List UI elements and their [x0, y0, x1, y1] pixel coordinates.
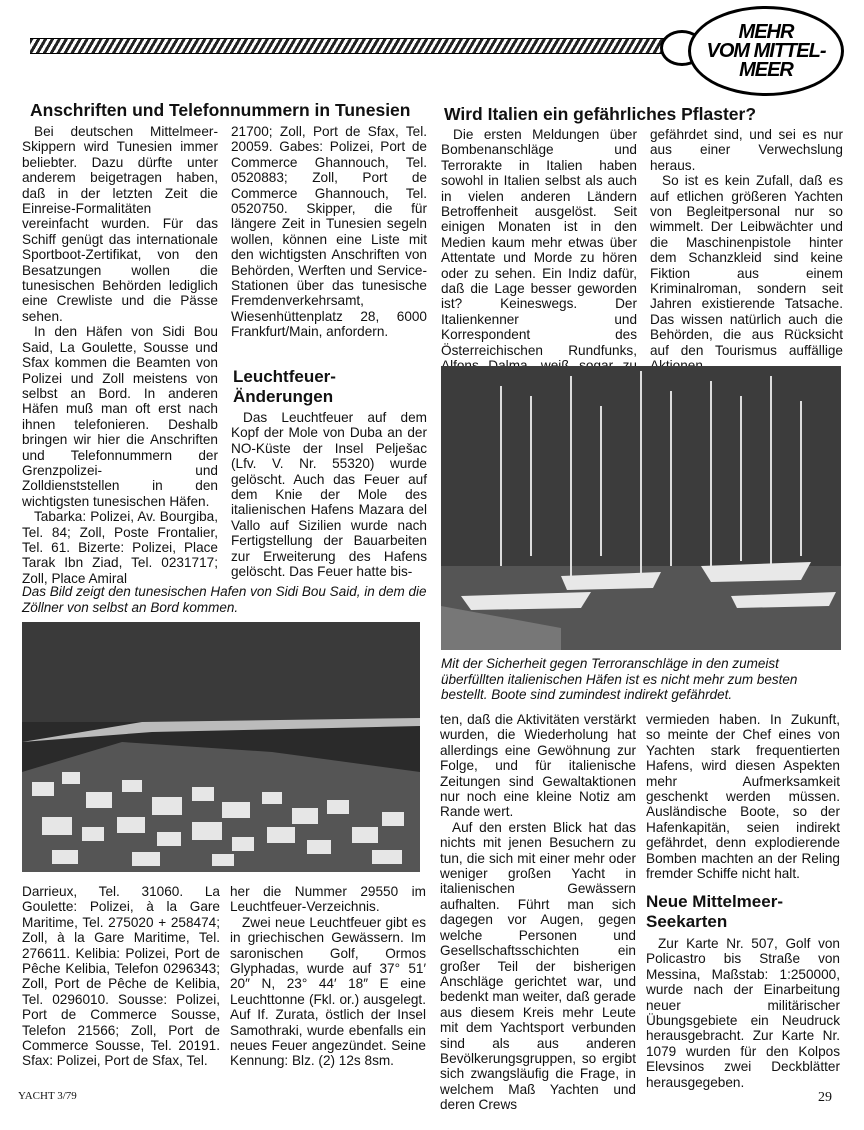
italien-column-2	[650, 127, 843, 374]
tunisia-paragraph: In den Häfen von Sidi Bou Said, La Goulette, Sousse und Sfax kommen die Beamten von Polizei und Zoll meistens von selbst an Bord. In anderen Häfen muß man oft erst nach ihnen telefonieren. Deshalb bringen wir hier die Anschriften und Telefonnummern der Grenzpolizei- und Zolldienststellen in den wichtigsten tunesischen Häfen.	[22, 324, 218, 509]
seekarten-paragraph: Zur Karte Nr. 507, Golf von Policastro bis Straße von Messina, Maßstab: 1:250000, wurde nach der Einarbeitung neuer militärischer Übungsgebiete ein Neudruck herausgebracht. Zur Karte Nr. 1079 wurden für den Kolpos Elevsinos zwei Deckblätter herausgegeben.	[646, 936, 840, 1090]
leuchtfeuer-headline: Leuchtfeuer-Änderungen	[233, 367, 336, 406]
tunisia-column-1	[22, 124, 218, 586]
italien-paragraph: So ist es kein Zufall, daß es auf etlichen größeren Yachten von Begleitpersonal nur so wimmelt. Der Leibwächter und die Maschinenpistole hinter dem Schanzkleid sind keine Fiktion aus einem Kriminalroman, sondern seit Jahren existierende Tatsache. Das wissen natürlich auch die Behörden, die aus Rücksicht auf den Tourismus auffällige	[650, 173, 843, 358]
leuchtfeuer-column	[231, 410, 427, 579]
tunisia-paragraph: Bei deutschen Mittelmeer-Skippern wird Tunesien immer beliebter. Dazu dürfte unter anderem beigetragen haben, daß in der letzten Zeit die Einreise-Formalitäten vereinfacht wurden. Für das Schiff genügt das internationale Sportboot-Zertifikat, von den Besatzungen wollen die tunesischen Behörden lediglich eine Crewliste und die Pässe sehen.	[22, 124, 218, 324]
badge-line-2: VOM MITTEL-	[706, 39, 826, 62]
tunisia-paragraph: 21700; Zoll, Port de Sfax, Tel. 20059. Gabes: Polizei, Port de Commerce Ghannouch, Tel. 0520883; Zoll, Port de Commerce Ghannouch, Tel. 0520750. Skipper, die für längere Zeit in Tunesien segeln wollen, können eine Liste mit den wichtigsten Anschriften von Behörden, Werften und Service-Stationen über das tunesische Fremdenverkehrsamt, Wiesenhüttenplatz 28, 6000 Frankfurt/Main, anfordern.	[231, 124, 427, 340]
tunisia-paragraph: Darrieux, Tel. 31060. La Goulette: Polizei, à la Gare Maritime, Tel. 275020 + 258474; Zoll, à la Gare Maritime, Tel. 276611. Kelibia: Polizei, Port de Pêche Kelibia, Telefon 0296343; Zoll, Port de Pêche de Kelibia, Tel. 0296010. Sousse: Polizei, Port de Commerce Sousse, Telefon 21566; Zoll, Port de Commerce Sousse, Tel. 20191. Sfax: Polizei, Port de Sfax, Tel.	[22, 884, 220, 1069]
italien-headline: Wird Italien ein gefährliches Pflaster?	[444, 104, 757, 124]
marina-photo-caption: Mit der Sicherheit gegen Terroranschläge in den zumeist überfüllten italienischen Häfen ist es nicht mehr zum besten bestellt. Boote sind zumindest indirekt gefährdet.	[441, 656, 798, 703]
italien-paragraph: vermieden haben. In Zukunft, so meinte der Chef eines von Yachten stark frequentierten Hafens, wird diesen Aspekten mehr Aufmerksamkeit geschenkt werden müssen. Ausländische Boote, so der Hafenkapitän, seien indirekt gefährdet, denn explodierende Bomben machten an der Reling fremder Schiffe nicht halt.	[646, 712, 840, 882]
badge-line-3: MEER	[739, 58, 793, 81]
seekarten-headline: Neue Mittelmeer-Seekarten	[646, 892, 783, 931]
tunisia-column-2	[231, 124, 427, 340]
issue-label: YACHT 3/79	[18, 1090, 77, 1102]
tunisia-paragraph: Tabarka: Polizei, Av. Bourgiba, Tel. 84; Zoll, Poste Frontalier, Tel. 61. Bizerte: Polizei, Place Tarak Ibn Ziad, Tel. 0231717; Zoll, Place Amiral	[22, 509, 218, 586]
italien-paragraph: ten, daß die Aktivitäten verstärkt wurden, die Wiederholung hat allerdings eine Gewöhnung zur Folge, und für italienische Zeitungen sind Gewaltaktionen nur noch eine kleine Notiz am Rande wert.	[440, 712, 636, 820]
tunisia-headline: Anschriften und Telefonnummern in Tunesien	[30, 100, 411, 120]
page-number: 29	[818, 1090, 832, 1105]
badge-line-1: MEHR	[738, 20, 794, 43]
leuchtfeuer-paragraph: Das Leuchtfeuer auf dem Kopf der Mole von Duba an der NO-Küste der Insel Pelješac (Lfv. V. Nr. 55320) wurde gelöscht. Auch das Feuer auf dem Knie der Mole des italienischen Hafens Mazara del Vallo auf Sizilien wurde nach Fertigstellung der Bauarbeiten zur Erweiterung des Hafens gelöscht. Das Feuer hatte bis-	[231, 410, 427, 580]
leuchtfeuer-paragraph: her die Nummer 29550 im Leuchtfeuer-Verzeichnis.	[230, 884, 426, 915]
leuchtfeuer-paragraph: Zwei neue Leuchtfeuer gibt es in griechischen Gewässern. Im saronischen Golf, Ormos Glyphadas, wurde auf 37° 51′ 20″ N, 23° 44′ 18″ E eine Leuchttonne (Fkl. or.) ausgelegt. Auf If. Zurata, östlich der Insel Samothraki, wurde ebenfalls ein neues Feuer angezündet. Seine Kennung: Blz. (2) 12s 8sm.	[230, 914, 426, 1069]
italien-paragraph: Die ersten Meldungen über Bombenanschläge und Terrorakte in Italien haben sowohl in Italien selbst als auch in vielen anderen Ländern Betroffenheit ausgelöst. Seit einigen Monaten ist in den Medien kaum mehr etwas über Attentate und Morde zu hören oder zu sehen. Ein Indiz dafür, daß die Lage besser geworden ist? Keineswegs. Der Italienkenner und Korrespondent des Österreichischen Rundfunks,	[441, 127, 637, 358]
harbor-town-image	[22, 622, 420, 872]
seekarten-column	[646, 936, 840, 1090]
tunisia-photo-caption: Das Bild zeigt den tunesischen Hafen von Sidi Bou Said, in dem die Zöllner von selbst an Bord kommen.	[22, 584, 427, 615]
italien-column-1	[441, 127, 637, 389]
italien-paragraph: gefährdet sind, und sei es nur aus einer Verwechslung heraus.	[650, 127, 843, 173]
marina-photo	[441, 366, 841, 650]
rope-divider	[30, 38, 670, 54]
italien-bottom-column-1	[440, 712, 636, 1113]
italien-bottom-column-2	[646, 712, 840, 881]
leuchtfeuer-bottom-column	[230, 884, 426, 1069]
sidi-bou-said-photo	[22, 622, 420, 872]
italien-paragraph: Auf den ersten Blick hat das nichts mit jenen Besuchern zu tun, die sich mit einer mehr oder weniger großen Yacht in italienischen Gewässern aufhalten. Führt man sich dagegen vor Augen, gegen welche Personen und Gesellschaftsschichten ein großer Teil der bisherigen Anschläge gerichtet war, und bedenkt man weiter, daß gerade aus diesem Kreis mehr Leute mit dem Yachtsport verbunden sind als aus anderen Bevölkerungsgruppen, so ergibt sich zwangsläufig die Frage, in welchem Maß Yachten und deren Crews	[440, 819, 636, 1113]
marina-sailboats-image	[441, 366, 841, 650]
section-badge	[688, 6, 844, 96]
tunisia-bottom-column	[22, 884, 220, 1069]
